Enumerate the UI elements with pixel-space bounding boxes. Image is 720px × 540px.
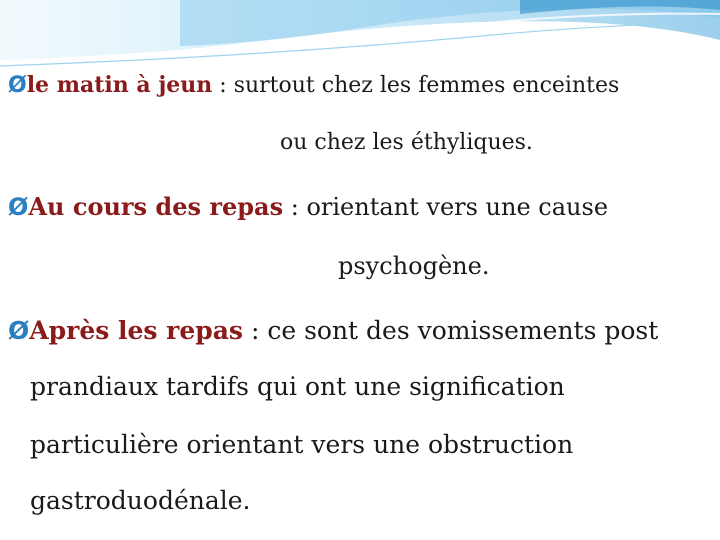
body-text: : ce sont des vomissements post	[243, 316, 659, 345]
bullet-line-3	[8, 316, 658, 345]
continuation-line: psychogène.	[338, 252, 490, 280]
arrow-bullet-icon: Ø	[8, 193, 29, 221]
bullet-line-2	[8, 192, 608, 221]
highlight-text: Après les repas	[29, 316, 244, 345]
continuation-line: particulière orientant vers une obstruction	[30, 430, 574, 459]
highlight-text: Au cours des repas	[28, 192, 284, 221]
continuation-line: prandiaux tardifs qui ont une signification	[30, 372, 565, 401]
highlight-text: le matin à jeun	[26, 72, 213, 98]
continuation-line: ou chez les éthyliques.	[280, 130, 533, 155]
arrow-bullet-icon: Ø	[8, 316, 30, 345]
arrow-bullet-icon: Ø	[8, 73, 27, 98]
body-text: : orientant vers une cause	[283, 193, 609, 221]
continuation-line: gastroduodénale.	[30, 486, 251, 515]
body-text: : surtout chez les femmes enceintes	[212, 73, 620, 98]
bullet-line-1	[8, 72, 619, 98]
